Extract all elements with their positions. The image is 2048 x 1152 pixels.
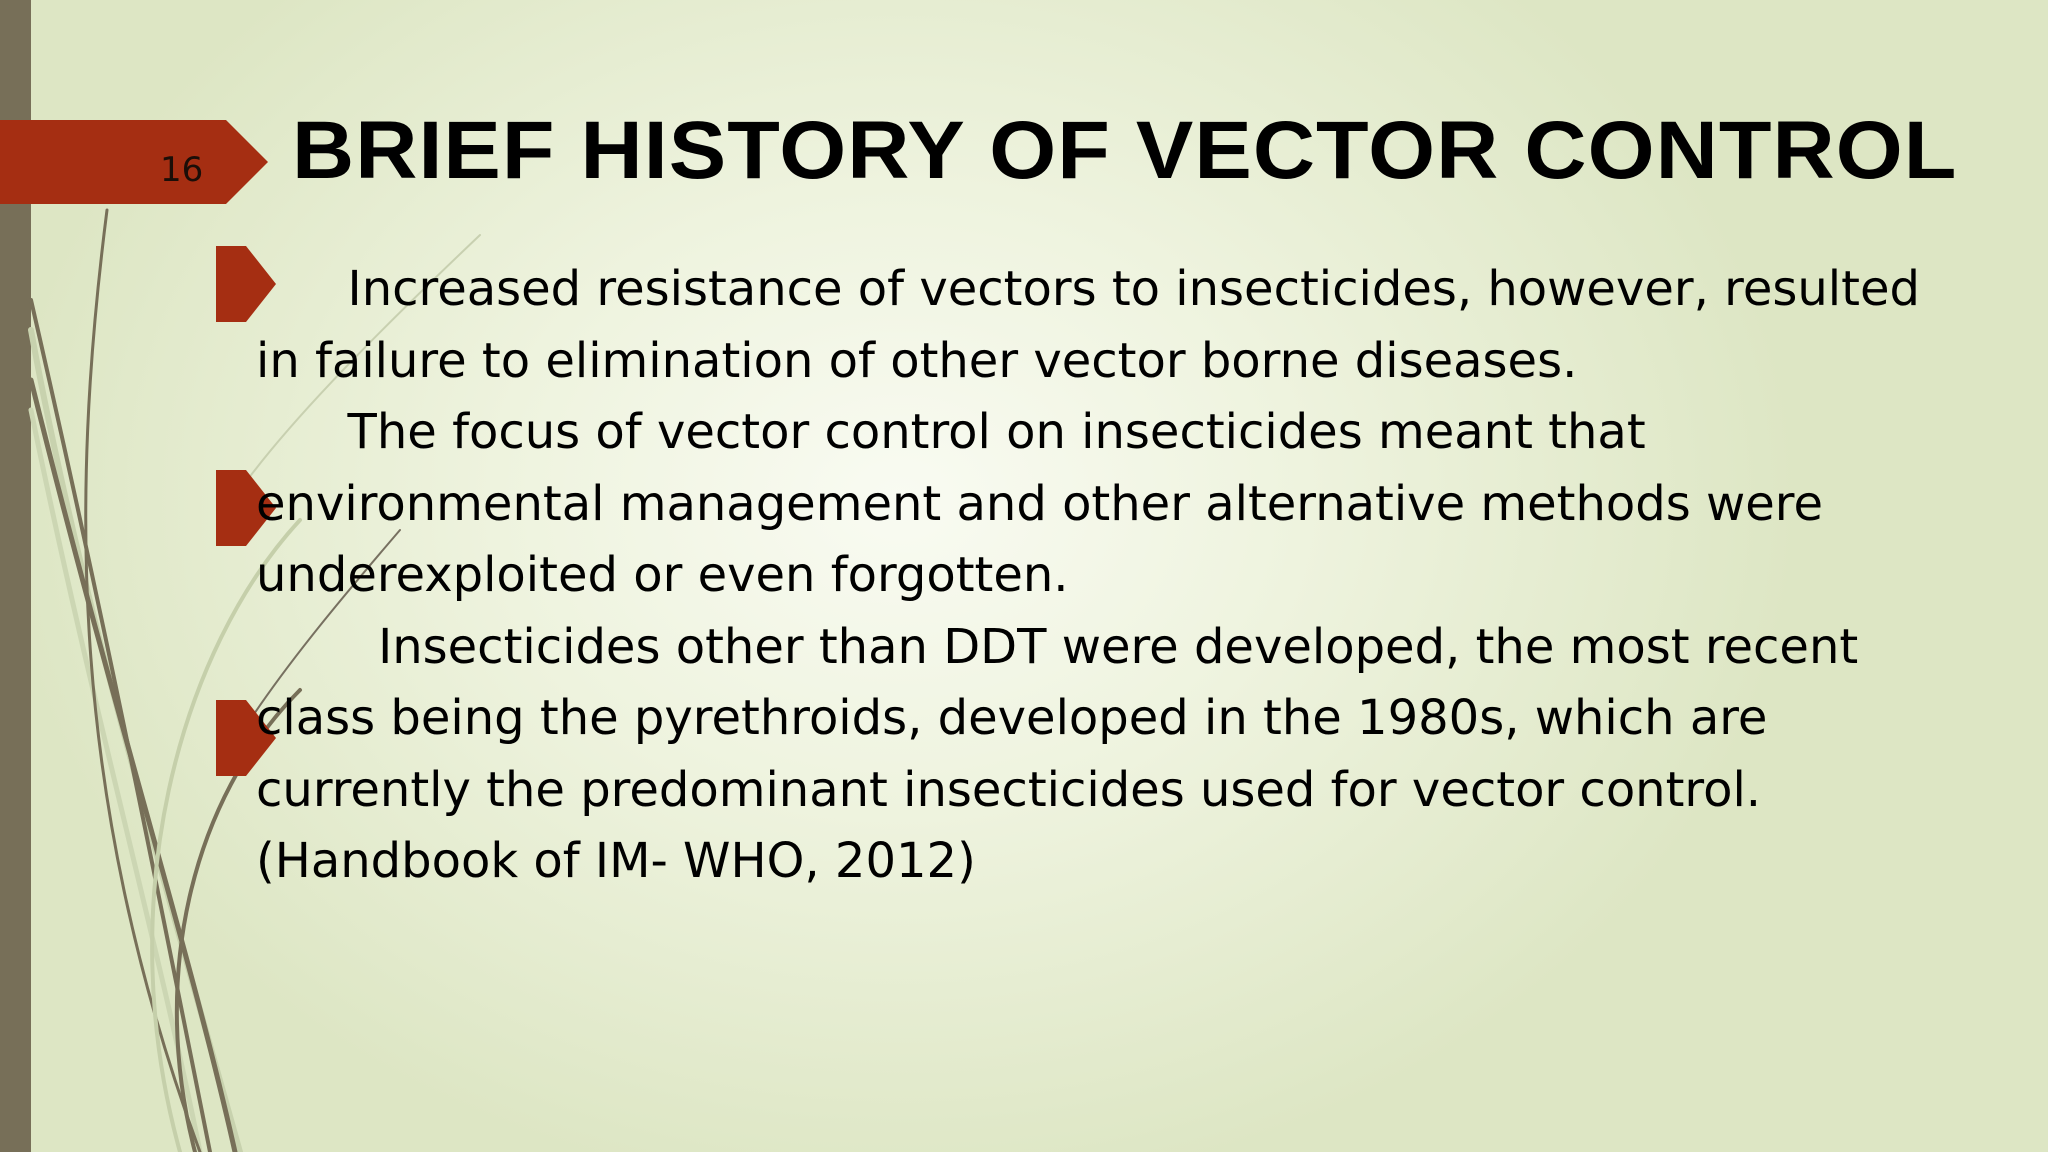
body-line: underexploited or even forgotten.: [256, 547, 1069, 603]
body-line: The focus of vector control on insecticides meant that: [256, 404, 1646, 460]
body-line: in failure to elimination of other vector borne diseases.: [256, 332, 1578, 389]
slide-number-tab: [0, 120, 268, 204]
citation: (Handbook of IM- WHO, 2012): [256, 833, 976, 889]
slide-body: [256, 254, 1976, 898]
body-line: Insecticides other than DDT were developed, the most recent: [256, 618, 1859, 675]
slide-title: BRIEF HISTORY OF VECTOR CONTROL: [292, 105, 1958, 196]
body-line: environmental management and other alternative methods were: [256, 475, 1824, 532]
body-line: currently the predominant insecticides used for vector control.: [256, 761, 1762, 818]
body-line: class being the pyrethroids, developed in the 1980s, which are: [256, 690, 1768, 746]
body-line: Increased resistance of vectors to insecticides, however, resulted: [256, 261, 1920, 317]
slide-number: 16: [160, 150, 204, 190]
